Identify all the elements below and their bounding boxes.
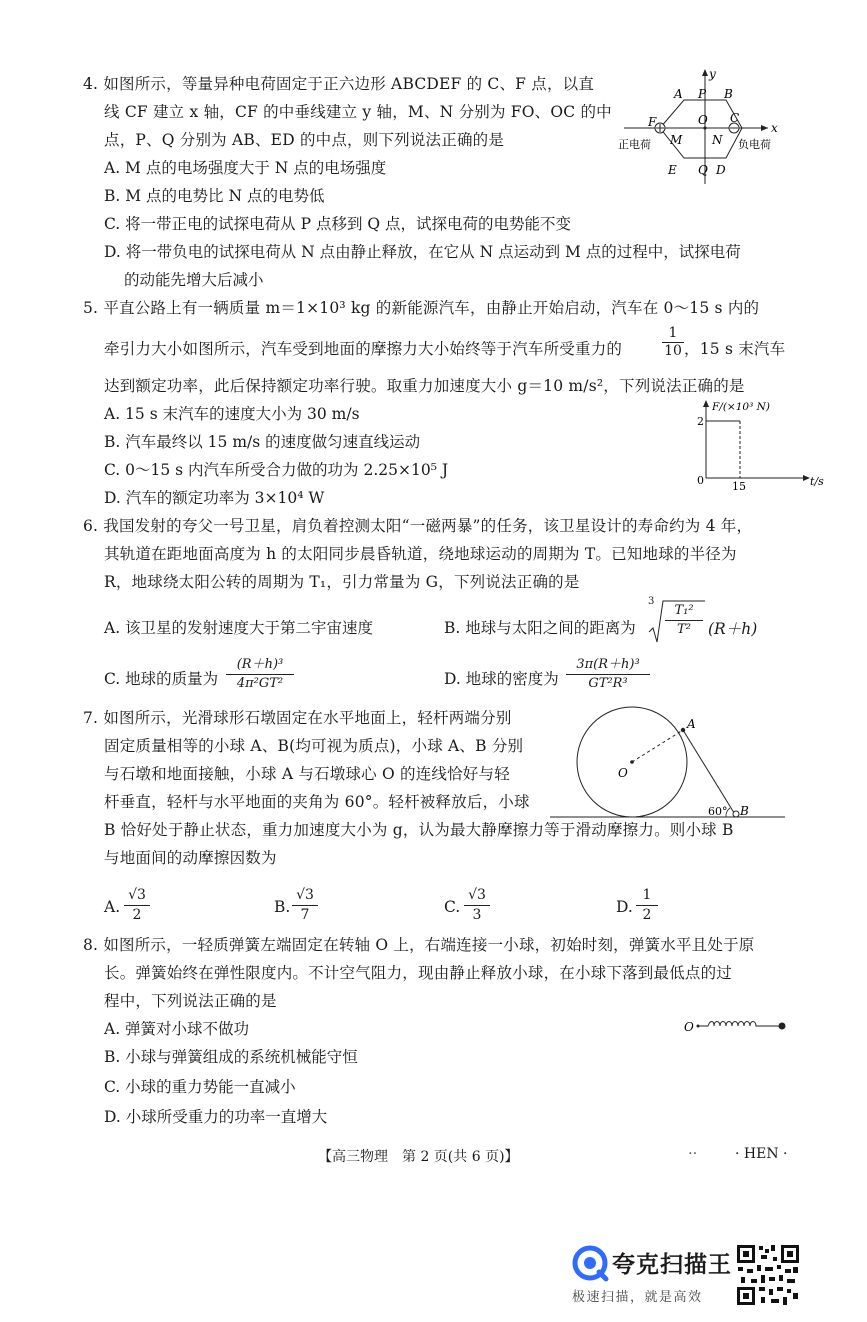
q5-fraction bbox=[662, 325, 684, 360]
q7-option-a-num: √3 bbox=[124, 886, 150, 906]
qr-code-icon bbox=[735, 1243, 801, 1307]
q7-option-c-label: C. bbox=[444, 898, 461, 916]
graph-y-axis-label: F/(×10³ N) bbox=[712, 401, 770, 413]
q5-option-a: A. 15 s 末汽车的速度大小为 30 m/s bbox=[104, 405, 360, 423]
q7-option-c-num: √3 bbox=[464, 886, 490, 906]
fig7-label-o: O bbox=[618, 766, 628, 780]
q7-stem-line-3: 与石墩和地面接触，小球 A 与石墩球心 O 的连线恰好与轻 bbox=[104, 765, 510, 783]
q5-stem-line-3: 达到额定功率，此后保持额定功率行驶。取重力加速度大小 g＝10 m/s²，下列说法正确的是 bbox=[104, 377, 745, 395]
q8-stem-line-3: 程中，下列说法正确的是 bbox=[104, 992, 277, 1010]
q8-option-b: B. 小球与弹簧组成的系统机械能守恒 bbox=[104, 1048, 358, 1066]
q5-option-d: D. 汽车的额定功率为 3×10⁴ W bbox=[104, 489, 325, 507]
fig7-angle-label: 60° bbox=[708, 805, 728, 818]
fig-neg-charge-label: 负电荷 bbox=[738, 138, 771, 151]
q7-option-a-fraction bbox=[124, 886, 150, 925]
q7-option-d-num: 1 bbox=[636, 886, 658, 906]
footer-code: · HEN · bbox=[735, 1146, 788, 1162]
fig-label-f: F bbox=[648, 115, 657, 129]
q5-stem-line-2-tail: ，15 s 末汽车 bbox=[684, 340, 786, 358]
q6-stem-line-2: 其轨道在距地面高度为 h 的太阳同步晨昏轨道，绕地球运动的周期为 T。已知地球的半径为 bbox=[104, 545, 737, 563]
q6-option-a: A. 该卫星的发射速度大于第二宇宙速度 bbox=[104, 619, 374, 637]
q8-option-d: D. 小球所受重力的功率一直增大 bbox=[104, 1108, 328, 1126]
q5-fraction-den: 10 bbox=[664, 343, 682, 359]
q7-stem-line-4: 杆垂直，轻杆与水平地面的夹角为 60°。轻杆被释放后，小球 bbox=[104, 793, 530, 811]
q7-option-b-den: 7 bbox=[300, 907, 310, 923]
graph-x-axis-label: t/s bbox=[810, 475, 824, 488]
q6-option-d-num: 3π(R＋h)³ bbox=[566, 656, 650, 675]
q6-root-index: 3 bbox=[648, 596, 655, 607]
spring-figure bbox=[682, 1014, 792, 1038]
fig-label-x: x bbox=[771, 121, 778, 135]
fig-label-c: C bbox=[730, 111, 740, 125]
fig-label-y: y bbox=[709, 67, 716, 81]
q7-option-a-den: 2 bbox=[132, 907, 142, 923]
q6-option-b-num: T₁² bbox=[665, 602, 703, 621]
fig-label-a: A bbox=[674, 87, 683, 101]
q6-option-d-fraction bbox=[566, 656, 650, 693]
scanner-brand-name: 夸克扫描王 bbox=[612, 1252, 732, 1278]
fig-label-b: B bbox=[724, 87, 733, 101]
q6-option-d-den: GT²R³ bbox=[588, 676, 628, 691]
fig-label-n: N bbox=[712, 133, 723, 147]
force-time-graph bbox=[694, 396, 824, 490]
fig8-label-o: O bbox=[684, 1020, 694, 1034]
q6-option-b-tail: (R＋h) bbox=[708, 620, 758, 638]
q6-option-b: B. 地球与太阳之间的距离为 bbox=[444, 619, 636, 637]
q7-option-d-fraction bbox=[636, 886, 658, 925]
q7-option-d-den: 2 bbox=[642, 907, 652, 923]
graph-y-tick: 2 bbox=[697, 415, 704, 428]
q7-option-b-fraction bbox=[292, 886, 318, 925]
q8-option-a: A. 弹簧对小球不做功 bbox=[104, 1020, 250, 1038]
fig7-label-b: B bbox=[740, 804, 749, 818]
fig-label-m: M bbox=[670, 133, 683, 147]
q4-option-d: D. 将一带负电的试探电荷从 N 点由静止释放，在它从 N 点运动到 M 点的过程中，试探电荷 bbox=[104, 243, 741, 261]
fig-label-q: Q bbox=[698, 163, 708, 177]
q6-stem-line-1: 6. 我国发射的夸父一号卫星，肩负着控测太阳“一磁两暴”的任务，该卫星设计的寿命约为 4 年， bbox=[83, 517, 753, 535]
q7-option-b-num: √3 bbox=[292, 886, 318, 906]
q4-stem-line-1: 4. 如图所示，等量异种电荷固定于正六边形 ABCDEF 的 C、F 点，以直 bbox=[83, 75, 595, 93]
q7-option-c-den: 3 bbox=[472, 907, 482, 923]
q6-option-c-fraction bbox=[226, 656, 294, 693]
q7-stem-line-5: B 恰好处于静止状态，重力加速度大小为 g，认为最大静摩擦力等于滑动摩擦力。则小球 B bbox=[104, 821, 734, 839]
q8-option-c: C. 小球的重力势能一直减小 bbox=[104, 1078, 296, 1096]
graph-x-tick: 15 bbox=[732, 480, 746, 490]
fig-label-p: P bbox=[698, 87, 707, 101]
fig-pos-charge-label: 正电荷 bbox=[618, 138, 651, 151]
q4-option-b: B. M 点的电势比 N 点的电势低 bbox=[104, 187, 325, 205]
q5-option-c: C. 0～15 s 内汽车所受合力做的功为 2.25×10⁵ J bbox=[104, 461, 449, 479]
q5-stem-line-2: 牵引力大小如图所示，汽车受到地面的摩擦力大小始终等于汽车所受重力的 bbox=[104, 340, 623, 358]
q7-stem-line-6: 与地面间的动摩擦因数为 bbox=[104, 849, 277, 867]
fig-label-e: E bbox=[668, 163, 677, 177]
q5-stem-line-1: 5. 平直公路上有一辆质量 m＝1×10³ kg 的新能源汽车，由静止开始启动，汽车在 0～15 s 内的 bbox=[83, 299, 760, 317]
page-footer: 【高三物理 第 2 页(共 6 页)】 bbox=[318, 1149, 519, 1165]
q5-fraction-num: 1 bbox=[662, 325, 684, 343]
q6-option-d: D. 地球的密度为 bbox=[444, 670, 559, 688]
q4-option-d-cont: 的动能先增大后减小 bbox=[124, 271, 264, 289]
scanner-slogan: 极速扫描，就是高效 bbox=[572, 1290, 703, 1305]
q4-stem-line-3: 点，P、Q 分别为 AB、ED 的中点，则下列说法正确的是 bbox=[104, 131, 505, 149]
q4-option-c: C. 将一带正电的试探电荷从 P 点移到 Q 点，试探电荷的电势能不变 bbox=[104, 215, 572, 233]
fig7-label-a: A bbox=[687, 717, 696, 731]
q7-option-a-label: A. bbox=[104, 898, 121, 916]
q6-option-c-num: (R＋h)³ bbox=[226, 656, 294, 675]
q8-stem-line-1: 8. 如图所示，一轻质弹簧左端固定在转轴 O 上，右端连接一小球，初始时刻，弹簧水平且处于原 bbox=[83, 936, 755, 954]
q4-option-a: A. M 点的电场强度大于 N 点的电场强度 bbox=[104, 159, 387, 177]
q5-option-b: B. 汽车最终以 15 m/s 的速度做匀速直线运动 bbox=[104, 433, 421, 451]
footer-mark: ‥ bbox=[688, 1142, 698, 1158]
q7-stem-line-1: 7. 如图所示，光滑球形石墩固定在水平地面上，轻杆两端分别 bbox=[83, 709, 512, 727]
q7-option-b-label: B. bbox=[274, 898, 291, 916]
q6-option-c: C. 地球的质量为 bbox=[104, 670, 219, 688]
q6-stem-line-3: R，地球绕太阳公转的周期为 T₁，引力常量为 G，下列说法正确的是 bbox=[104, 573, 580, 591]
q7-stem-line-2: 固定质量相等的小球 A、B(均可视为质点)，小球 A、B 分别 bbox=[104, 737, 524, 755]
graph-origin: 0 bbox=[697, 474, 704, 487]
stone-ball-figure bbox=[550, 703, 790, 823]
fig-label-o: O bbox=[698, 113, 708, 127]
fig-label-d: D bbox=[716, 163, 726, 177]
q4-stem-line-2: 线 CF 建立 x 轴，CF 的中垂线建立 y 轴，M、N 分别为 FO、OC 的中 bbox=[104, 103, 612, 121]
q6-option-b-den: T² bbox=[677, 622, 691, 637]
q7-option-c-fraction bbox=[464, 886, 490, 925]
q8-stem-line-2: 长。弹簧始终在弹性限度内。不计空气阻力，现由静止释放小球，在小球下落到最低点的过 bbox=[104, 964, 733, 982]
scanner-logo-icon bbox=[571, 1244, 609, 1282]
q7-option-d-label: D. bbox=[616, 898, 633, 916]
q6-option-b-fraction bbox=[665, 602, 703, 639]
q6-option-c-den: 4π²GT² bbox=[236, 676, 284, 691]
hexagon-figure bbox=[618, 66, 793, 188]
